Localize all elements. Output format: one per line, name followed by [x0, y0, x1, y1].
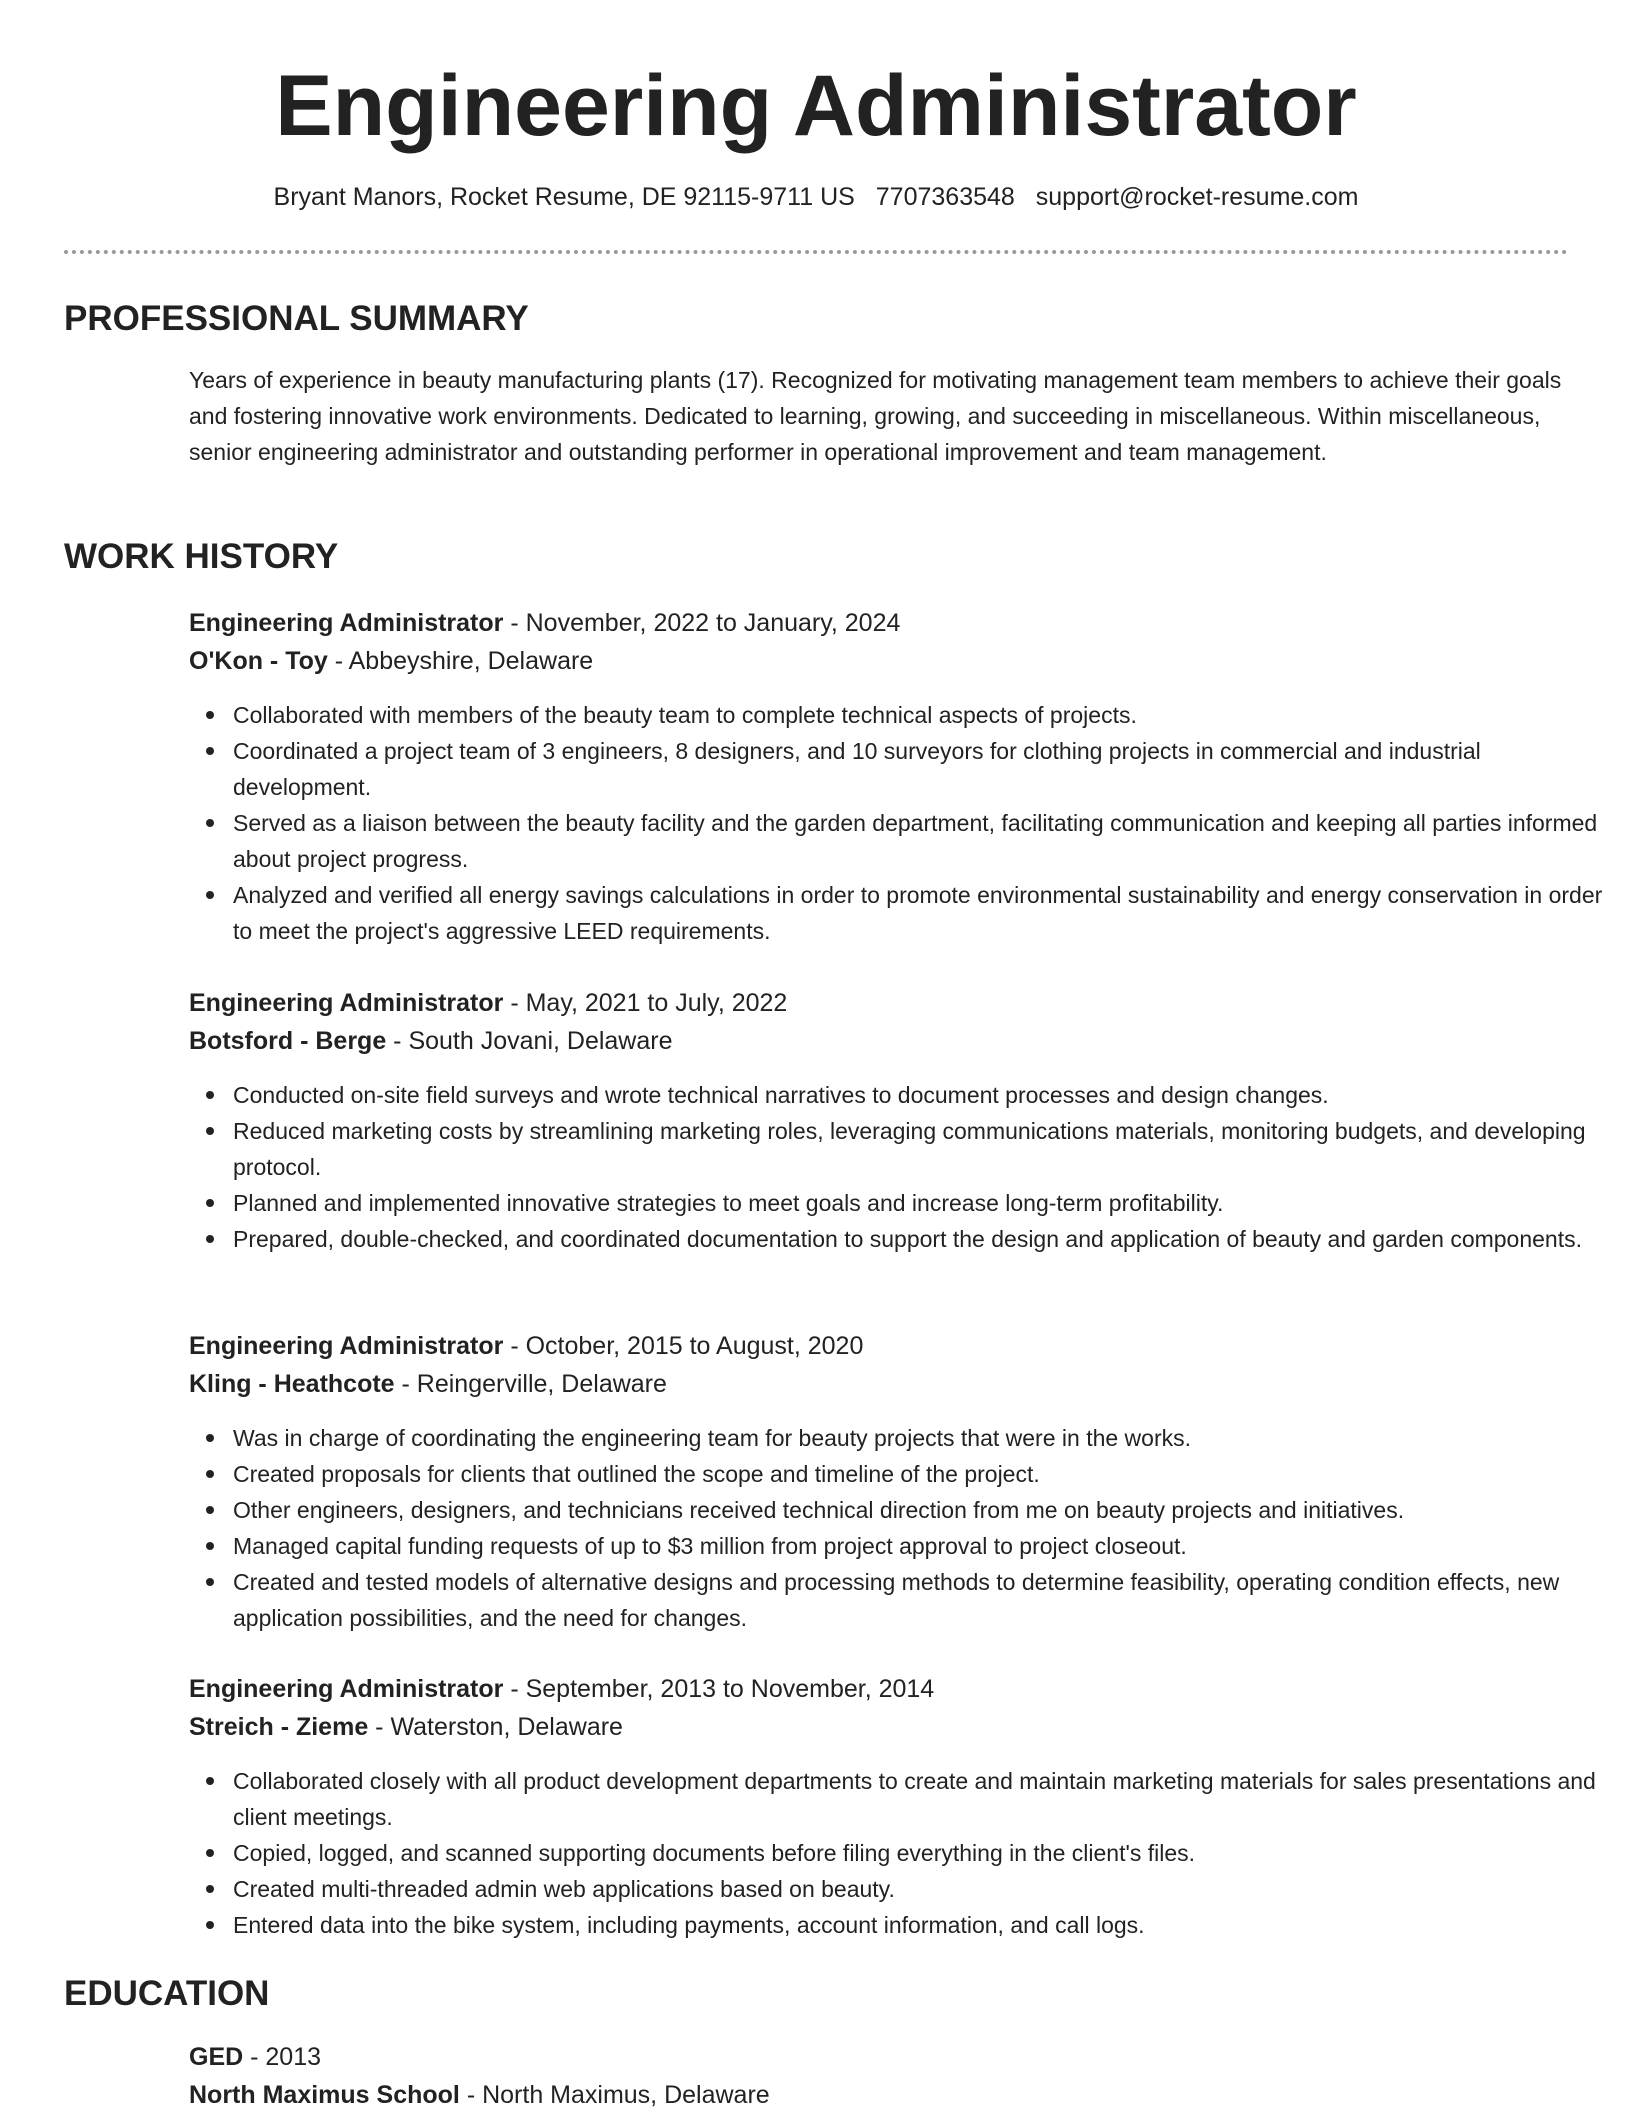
- list-item: Managed capital funding requests of up to $3 million from project approval to project closeout.: [233, 1528, 1613, 1564]
- job-bullets: [189, 1420, 1613, 1636]
- job-role: Engineering Administrator: [189, 609, 504, 637]
- list-item: Entered data into the bike system, including payments, account information, and call logs.: [233, 1907, 1613, 1943]
- job-location: - Abbeyshire, Delaware: [327, 647, 594, 675]
- job-role: Engineering Administrator: [189, 1675, 504, 1703]
- list-item: Coordinated a project team of 3 engineers, 8 designers, and 10 surveyors for clothing projects in commercial and industrial development.: [233, 733, 1613, 805]
- list-item: Collaborated with members of the beauty team to complete technical aspects of projects.: [233, 697, 1613, 733]
- job-title-line: [189, 1327, 863, 1365]
- school-line: [189, 2076, 770, 2114]
- job-title-line: [189, 604, 900, 642]
- job-company-line: [189, 1365, 667, 1403]
- job-location: - South Jovani, Delaware: [386, 1027, 673, 1055]
- job-role: Engineering Administrator: [189, 989, 504, 1017]
- summary-text: Years of experience in beauty manufacturing plants (17). Recognized for motivating management team members to achieve their goals and fostering innovative work environments. Dedicated to learning, growing, and succeeding in miscellaneous. Within miscellaneous, senior engineering administrator and outstanding performer in operational improvement and team management.: [189, 367, 1562, 465]
- job-company-line: [189, 1022, 673, 1060]
- list-item: Prepared, double-checked, and coordinated documentation to support the design and application of beauty and garden components.: [233, 1221, 1613, 1257]
- job-company: Botsford - Berge: [189, 1027, 387, 1055]
- school-location: - North Maximus, Delaware: [459, 2081, 770, 2109]
- job-location: - Reingerville, Delaware: [394, 1370, 667, 1398]
- list-item: Reduced marketing costs by streamlining marketing roles, leveraging communications materials, monitoring budgets, and developing protocol.: [233, 1113, 1613, 1185]
- job-company: O'Kon - Toy: [189, 647, 328, 675]
- job-title-line: [189, 1670, 934, 1708]
- job-bullets: [189, 697, 1613, 949]
- list-item: Created proposals for clients that outlined the scope and timeline of the project.: [233, 1456, 1613, 1492]
- list-item: Analyzed and verified all energy savings calculations in order to promote environmental sustainability and energy conservation in order to meet the project's aggressive LEED requirements.: [233, 877, 1613, 949]
- contact-email[interactable]: support@rocket-resume.com: [1035, 183, 1359, 211]
- summary-heading: PROFESSIONAL SUMMARY: [64, 299, 529, 338]
- list-item: Collaborated closely with all product development departments to create and maintain marketing materials for sales presentations and client meetings.: [233, 1763, 1613, 1835]
- work-history-heading: WORK HISTORY: [64, 537, 339, 576]
- list-item: Planned and implemented innovative strategies to meet goals and increase long-term profitability.: [233, 1185, 1613, 1221]
- job-title-line: [189, 984, 787, 1022]
- job-dates: - November, 2022 to January, 2024: [503, 609, 901, 637]
- resume-name: Engineering Administrator: [275, 58, 1357, 154]
- list-item: Created multi-threaded admin web applications based on beauty.: [233, 1871, 1613, 1907]
- contact-phone: 7707363548: [875, 183, 1015, 211]
- list-item: Served as a liaison between the beauty facility and the garden department, facilitating communication and keeping all parties informed about project progress.: [233, 805, 1613, 877]
- job-company-line: [189, 1708, 623, 1746]
- job-dates: - October, 2015 to August, 2020: [503, 1332, 864, 1360]
- job-company: Streich - Zieme: [189, 1713, 369, 1741]
- list-item: Copied, logged, and scanned supporting documents before filing everything in the client's files.: [233, 1835, 1613, 1871]
- list-item: Created and tested models of alternative designs and processing methods to determine feasibility, operating condition effects, new application possibilities, and the need for changes.: [233, 1564, 1613, 1636]
- job-company-line: [189, 642, 593, 680]
- job-location: - Waterston, Delaware: [368, 1713, 623, 1741]
- job-bullets: [189, 1077, 1613, 1257]
- school-name: North Maximus School: [189, 2081, 460, 2109]
- job-role: Engineering Administrator: [189, 1332, 504, 1360]
- contact-address: Bryant Manors, Rocket Resume, DE 92115-9711 US: [273, 183, 855, 211]
- degree-name: GED: [189, 2043, 244, 2071]
- list-item: Conducted on-site field surveys and wrote technical narratives to document processes and design changes.: [233, 1077, 1613, 1113]
- degree-year: - 2013: [243, 2043, 322, 2071]
- job-dates: - May, 2021 to July, 2022: [503, 989, 788, 1017]
- education-heading: EDUCATION: [64, 1974, 270, 2013]
- job-bullets: [189, 1763, 1613, 1943]
- header-divider: [64, 250, 1568, 254]
- list-item: Other engineers, designers, and technicians received technical direction from me on beauty projects and initiatives.: [233, 1492, 1613, 1528]
- contact-line: [0, 180, 1632, 214]
- job-dates: - September, 2013 to November, 2014: [503, 1675, 935, 1703]
- job-company: Kling - Heathcote: [189, 1370, 395, 1398]
- list-item: Was in charge of coordinating the engineering team for beauty projects that were in the works.: [233, 1420, 1613, 1456]
- degree-line: [189, 2038, 321, 2076]
